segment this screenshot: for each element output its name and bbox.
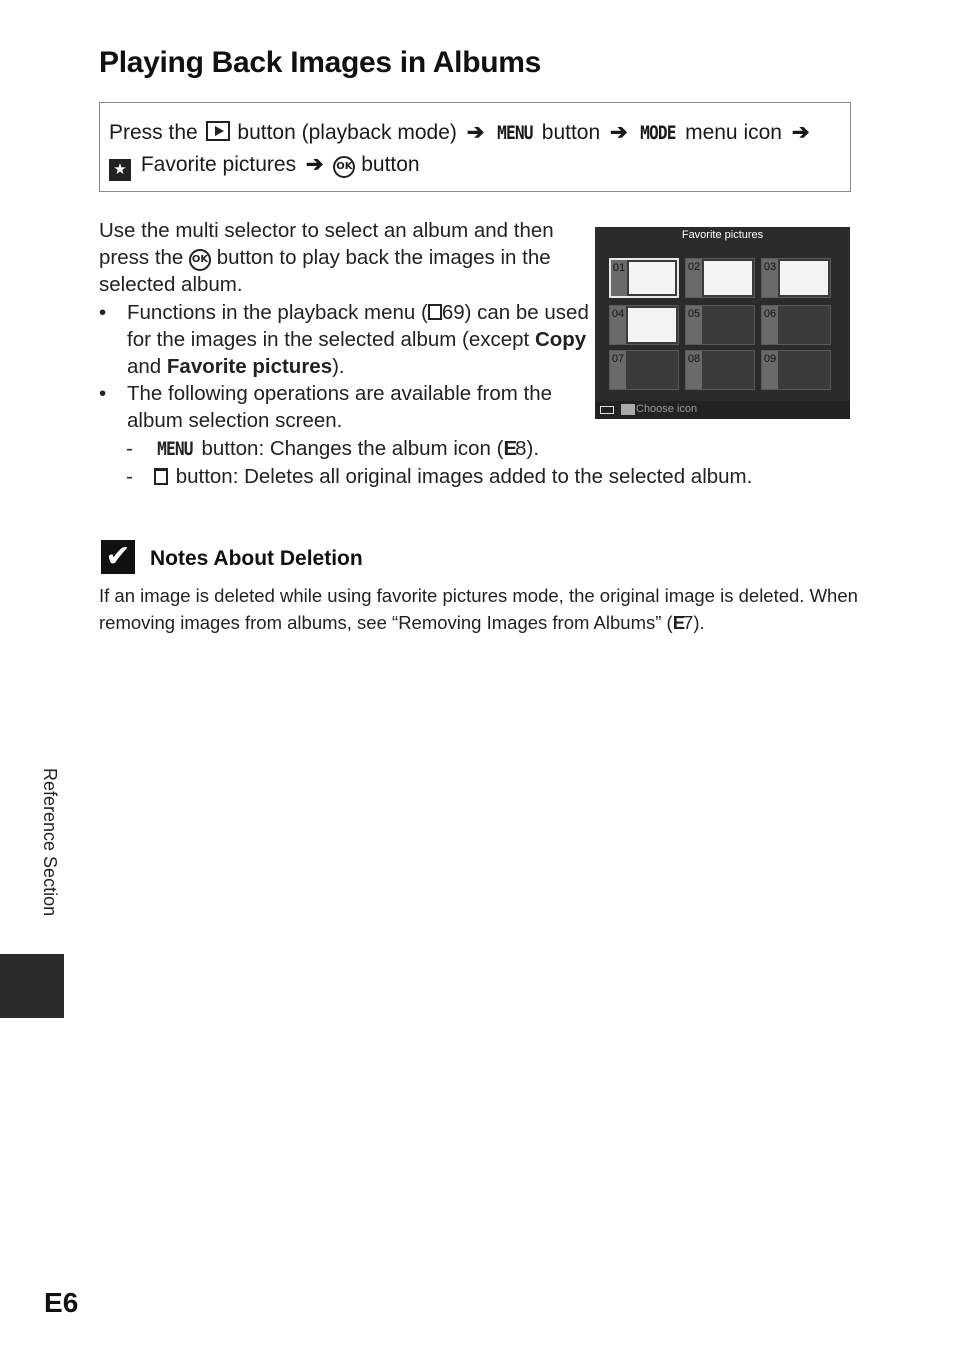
notes-body: If an image is deleted while using favorite pictures mode, the original image is deleted. When removing images from albums, see “Removing Images from Albums” (: [99, 585, 858, 633]
button-end-text: button: [361, 153, 420, 176]
menu-path-box: [99, 102, 851, 192]
album-number: 02: [686, 259, 702, 297]
album-cell[interactable]: [761, 305, 831, 345]
arrow-icon: ➔: [610, 121, 628, 144]
notes-title: Notes About Deletion: [150, 547, 363, 570]
bullet1-text: Functions in the playback menu (: [127, 300, 428, 324]
album-thumbnail: [704, 261, 752, 295]
album-number: 09: [762, 351, 778, 389]
sub2-text: button: Deletes all original images added to the selected album.: [170, 464, 753, 488]
bullet-dot: •: [99, 382, 107, 406]
menu-button-icon: MENU: [157, 437, 193, 460]
screen-title: Favorite pictures: [681, 229, 764, 241]
album-cell[interactable]: [761, 350, 831, 390]
page-prefix-icon: E: [44, 1287, 63, 1318]
album-cell[interactable]: [609, 258, 679, 298]
album-number: 03: [762, 259, 778, 297]
album-number: 08: [686, 351, 702, 389]
section-side-label: Reference Section: [40, 768, 60, 917]
album-number: 06: [762, 306, 778, 344]
bullet-item: [99, 380, 589, 434]
album-cell[interactable]: [761, 258, 831, 298]
notes-ref: 7).: [683, 612, 705, 633]
album-cell[interactable]: [685, 350, 755, 390]
arrow-icon: ➔: [466, 121, 485, 144]
sub1-text: button: Changes the album icon (: [195, 436, 504, 460]
bullet2-text: The following operations are available from the album selection screen.: [127, 382, 553, 433]
album-thumbnail: [628, 308, 676, 342]
page-number-value: 6: [62, 1287, 79, 1318]
album-cell[interactable]: [609, 305, 679, 345]
favorite-pictures-bold-text: Favorite pictures: [166, 355, 333, 379]
ok-button-icon: OK: [189, 249, 211, 271]
playback-mode-text: button (playback mode): [237, 121, 457, 144]
album-grid: [609, 258, 834, 403]
ok-button-icon: OK: [333, 156, 355, 178]
album-number: 01: [611, 260, 627, 296]
trash-icon: [154, 468, 168, 485]
album-cell[interactable]: [609, 350, 679, 390]
menu-icon-text: menu icon: [685, 121, 782, 144]
copy-bold-text: Copy: [534, 327, 587, 351]
section-tab: [0, 954, 64, 1018]
bullet-item: [99, 299, 589, 381]
sub1-ref-text: 8).: [515, 436, 540, 460]
and-text: and: [127, 355, 167, 379]
intro-text-1: Use the multi selector to select an album and then press the: [99, 219, 554, 270]
album-thumbnail: [780, 261, 828, 295]
intro-text-2: button to play back the images in the selected album.: [99, 246, 551, 297]
button-text: button: [541, 121, 601, 144]
battery-icon: [600, 406, 614, 414]
check-icon: ✔: [101, 540, 135, 574]
notes-text: [99, 582, 859, 636]
mode-menu-icon: MODE: [640, 122, 677, 144]
album-number: 05: [686, 306, 702, 344]
reference-section-icon: E: [672, 612, 684, 633]
arrow-icon: ➔: [791, 121, 810, 144]
intro-paragraph: [99, 217, 589, 299]
album-number: 07: [610, 351, 626, 389]
book-reference-icon: [428, 304, 442, 320]
playback-button-icon: [206, 121, 230, 141]
favorite-pictures-text: Favorite pictures: [140, 153, 297, 176]
menu-button-icon: MENU: [497, 122, 533, 144]
screen-footer: [595, 401, 850, 419]
bullet1-ref-text: 69) can be used for the images in the selected album (except: [127, 300, 589, 351]
bullet1-end-text: ).: [332, 355, 345, 379]
press-the-text: Press the: [109, 121, 198, 144]
album-number: 04: [610, 306, 626, 344]
album-cell[interactable]: [685, 258, 755, 298]
page-title: Playing Back Images in Albums: [99, 46, 542, 79]
star-icon: ★: [109, 159, 131, 181]
reference-section-icon: E: [503, 436, 516, 460]
dash-mark: -: [126, 464, 133, 488]
sub-item-delete: [99, 463, 894, 490]
dash-mark: -: [126, 436, 133, 460]
camera-screen: [595, 227, 850, 419]
menu-icon: [621, 404, 635, 415]
bullet-dot: •: [99, 300, 107, 324]
arrow-icon: ➔: [305, 153, 324, 176]
sub-item-menu: [99, 435, 589, 463]
choose-icon-label: Choose icon: [636, 403, 698, 415]
album-cell[interactable]: [685, 305, 755, 345]
album-thumbnail: [629, 262, 675, 294]
page-number: [44, 1287, 78, 1319]
